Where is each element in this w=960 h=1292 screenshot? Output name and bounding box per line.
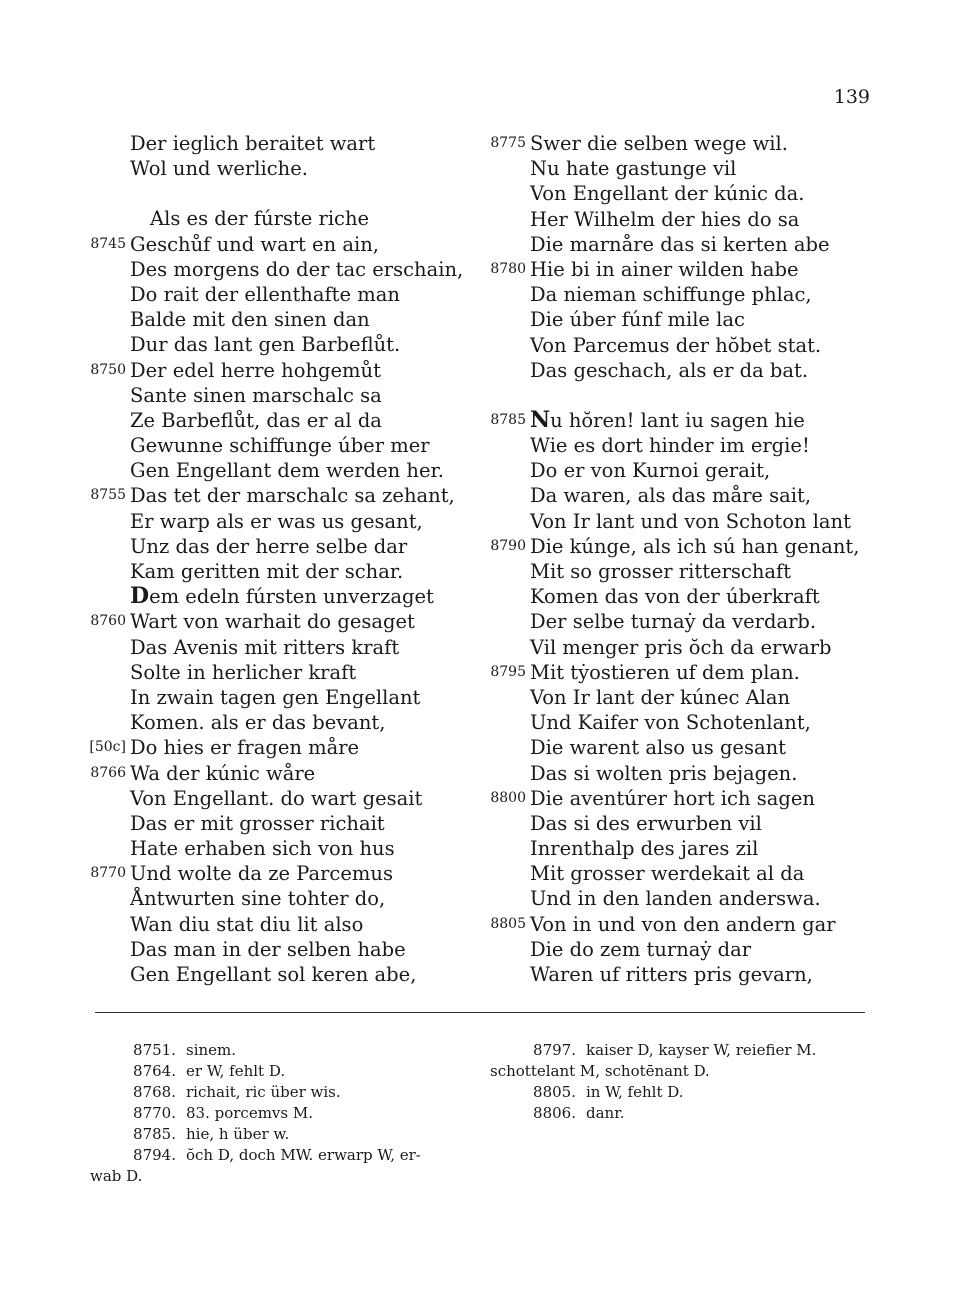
- note-text: sinem.: [186, 1041, 237, 1059]
- verse-body: Gen Engellant sol keren abe,: [130, 963, 417, 986]
- verse-text: [530, 937, 751, 962]
- verse-body: Do er von Kurnoi gerait,: [530, 459, 771, 483]
- verse-line: [480, 333, 880, 358]
- note-text: 83. porcemvs M.: [186, 1104, 313, 1122]
- verse-text: [130, 483, 455, 508]
- verse-text: [130, 559, 403, 584]
- verse-line: [80, 307, 480, 332]
- verse-body: Von Engellant. do wart gesait: [130, 786, 423, 810]
- apparatus-note: [90, 1061, 480, 1082]
- verse-body: Ze Barbeflůt, das er al da: [130, 408, 382, 432]
- verse-body: Vil menger pris ŏch da erwarb: [530, 635, 832, 659]
- stanza-gap: [480, 383, 880, 408]
- verse-line: [80, 937, 480, 962]
- stanza-gap: [80, 181, 480, 206]
- verse-body: Das si wolten pris bejagen.: [530, 761, 798, 785]
- verse-body: Von Ir lant und von Schoton lant: [530, 509, 851, 533]
- verse-text: [130, 131, 375, 156]
- verse-line: [80, 660, 480, 685]
- verse-body: Von Engellant der kúnic da.: [530, 182, 805, 206]
- verse-body: Als es der fúrste riche: [150, 207, 370, 231]
- verse-text: [130, 761, 315, 786]
- verse-line: [80, 206, 480, 231]
- verse-text: [130, 332, 400, 357]
- verse-line: [80, 332, 480, 357]
- verse-text: [130, 937, 406, 962]
- verse-line: [80, 861, 480, 886]
- verse-line: [480, 559, 880, 584]
- verse-text: [530, 761, 797, 786]
- verse-text: [130, 156, 308, 181]
- verse-text: [130, 660, 356, 685]
- verse-text: [130, 685, 420, 710]
- note-text: in W, fehlt D.: [586, 1083, 684, 1101]
- verse-body: Solte in herlicher kraft: [130, 660, 357, 684]
- verse-line: [480, 358, 880, 383]
- verse-text: [150, 206, 369, 231]
- verse-body: Die warent also us gesant: [530, 736, 787, 760]
- verse-body: Die marnåre das si kerten abe: [530, 232, 830, 256]
- verse-text: [530, 559, 791, 584]
- verse-text: [530, 886, 821, 911]
- verse-line: [80, 710, 480, 735]
- note-line-ref: 8797.: [533, 1041, 576, 1059]
- verse-text: [130, 433, 430, 458]
- verse-text: [530, 836, 758, 861]
- verse-line: [80, 257, 480, 282]
- apparatus-note: [90, 1145, 480, 1166]
- verse-body: Und in den landen anderswa.: [530, 887, 821, 911]
- verse-text: [130, 786, 422, 811]
- verse-line: [480, 131, 880, 156]
- verse-body: Wan diu stat diu lit also: [130, 912, 364, 936]
- verse-body: Hate erhaben sich von hus: [130, 837, 395, 861]
- verse-body: Wart von warhait do gesaget: [130, 610, 415, 634]
- verse-line: [80, 509, 480, 534]
- verse-body: Und wolte da ze Parcemus: [130, 862, 393, 886]
- verse-body: Wol und werliche.: [130, 157, 308, 181]
- verse-text: [130, 886, 385, 911]
- apparatus-note: [490, 1082, 880, 1103]
- verse-body: Gewunne schiffunge úber mer: [130, 434, 430, 458]
- verse-text: [530, 207, 799, 232]
- verse-text: [130, 836, 395, 861]
- verse-text: [530, 257, 799, 282]
- verse-line: [80, 609, 480, 634]
- verse-body: u hŏren! lant iu sagen hie: [550, 408, 805, 432]
- verse-line: [80, 131, 480, 156]
- note-text: er W, fehlt D.: [186, 1062, 286, 1080]
- left-apparatus-notes: [90, 1040, 480, 1187]
- line-number: [50c]: [89, 739, 126, 756]
- verse-text: [530, 307, 745, 332]
- verse-line: [80, 282, 480, 307]
- verse-text: [530, 660, 800, 685]
- verse-text: [530, 408, 805, 433]
- verse-text: [130, 962, 416, 987]
- verse-line: [80, 761, 480, 786]
- verse-text: [130, 710, 385, 735]
- verse-line: [480, 710, 880, 735]
- note-line-ref: 8785.: [133, 1125, 176, 1143]
- verse-line: [480, 962, 880, 987]
- verse-body: Das man in der selben habe: [130, 937, 406, 961]
- verse-text: [530, 786, 815, 811]
- note-text: richait, ric über wis.: [186, 1083, 341, 1101]
- verse-line: [480, 232, 880, 257]
- verse-body: Mit so grosser ritterschaft: [530, 560, 792, 583]
- verse-body: Der ieglich beraitet wart: [130, 132, 376, 155]
- verse-line: [480, 937, 880, 962]
- verse-body: Das Avenis mit ritters kraft: [130, 635, 400, 659]
- verse-text: [530, 232, 830, 257]
- apparatus-note: [90, 1040, 480, 1061]
- verse-body: Von Ir lant der kúnec Alan: [530, 685, 791, 709]
- verse-line: [480, 458, 880, 483]
- note-text: schottelant M, schotēnant D.: [490, 1062, 710, 1080]
- verse-body: em edeln fúrsten unverzaget: [149, 585, 434, 609]
- line-number: 8775: [490, 135, 526, 151]
- verse-line: [80, 383, 480, 408]
- verse-text: [130, 609, 415, 634]
- verse-body: Komen. als er das bevant,: [130, 711, 386, 735]
- verse-body: Und Kaifer von Schotenlant,: [530, 711, 811, 735]
- note-line-ref: 8751.: [133, 1041, 176, 1059]
- verse-text: [130, 584, 434, 609]
- verse-line: [80, 735, 480, 760]
- verse-line: [480, 886, 880, 911]
- left-verse-column: [80, 131, 480, 987]
- apparatus-note: [90, 1166, 480, 1187]
- verse-body: Geschůf und wart en ain,: [130, 232, 379, 256]
- note-text: kaiser D, kayser W, reiefier M.: [586, 1041, 817, 1059]
- verse-text: [530, 509, 851, 534]
- verse-body: Das tet der marschalc sa zehant,: [130, 484, 455, 508]
- note-text: wab D.: [90, 1167, 143, 1185]
- line-number: 8800: [490, 789, 526, 806]
- verse-line: [480, 635, 880, 660]
- verse-line: [480, 912, 880, 937]
- line-number: 8780: [490, 260, 526, 277]
- apparatus-note: [490, 1061, 880, 1082]
- note-text: danr.: [586, 1104, 625, 1122]
- verse-line: [480, 433, 880, 458]
- line-number: 8766: [90, 764, 126, 781]
- verse-line: [480, 660, 880, 685]
- verse-body: Die kúnge, als ich sú han genant,: [530, 534, 860, 558]
- verse-body: Sante sinen marschalc sa: [130, 383, 382, 407]
- verse-body: In zwain tagen gen Engellant: [130, 685, 421, 709]
- line-number: 8795: [490, 663, 526, 680]
- verse-line: [80, 156, 480, 181]
- verse-line: [480, 257, 880, 282]
- verse-body: Von in und von den andern gar: [530, 912, 836, 936]
- verse-body: Nu hate gastunge vil: [530, 157, 737, 181]
- verse-body: Inrenthalp des jares zil: [530, 837, 759, 861]
- verse-body: Das er mit grosser richait: [130, 811, 385, 835]
- verse-body: Die aventúrer hort ich sagen: [530, 786, 815, 810]
- verse-line: [80, 685, 480, 710]
- verse-line: [480, 584, 880, 609]
- verse-text: [130, 257, 463, 282]
- verse-body: Des morgens do der tac erschain,: [130, 257, 464, 281]
- note-line-ref: 8770.: [133, 1104, 176, 1122]
- verse-line: [480, 408, 880, 433]
- note-line-ref: 8764.: [133, 1062, 176, 1080]
- verse-line: [80, 483, 480, 508]
- note-line-ref: 8794.: [133, 1146, 176, 1164]
- apparatus-note: [90, 1103, 480, 1124]
- verse-text: [130, 635, 399, 660]
- verse-line: [480, 685, 880, 710]
- verse-body: Wie es dort hinder im ergie!: [530, 434, 810, 458]
- verse-text: [530, 635, 832, 660]
- verse-body: Das geschach, als er da bat.: [530, 358, 809, 382]
- verse-line: [480, 861, 880, 886]
- verse-line: [480, 483, 880, 508]
- verse-line: [480, 207, 880, 232]
- verse-text: [530, 735, 786, 760]
- verse-body: Wa der kúnic wåre: [130, 761, 316, 785]
- verse-text: [530, 181, 804, 206]
- verse-line: [480, 836, 880, 861]
- note-line-ref: 8806.: [533, 1104, 576, 1122]
- verse-text: [130, 861, 393, 886]
- verse-line: [80, 811, 480, 836]
- verse-line: [80, 886, 480, 911]
- verse-text: [530, 483, 811, 508]
- verse-text: [530, 584, 820, 609]
- apparatus-note: [90, 1082, 480, 1103]
- verse-text: [530, 962, 813, 987]
- verse-body: Swer die selben wege wil.: [530, 132, 788, 155]
- verse-body: Mit grosser werdekait al da: [530, 862, 805, 886]
- verse-body: Unz das der herre selbe dar: [130, 534, 408, 558]
- verse-body: Åntwurten sine tohter do,: [130, 887, 386, 911]
- verse-line: [80, 912, 480, 937]
- verse-text: [530, 333, 821, 358]
- verse-body: Da waren, als das måre sait,: [530, 484, 812, 508]
- verse-line: [80, 584, 480, 609]
- verse-text: [130, 307, 370, 332]
- verse-line: [480, 307, 880, 332]
- note-line-ref: 8805.: [533, 1083, 576, 1101]
- initial-letter: N: [530, 406, 551, 433]
- verse-text: [130, 458, 444, 483]
- verse-text: [130, 735, 359, 760]
- verse-text: [530, 685, 790, 710]
- verse-line: [480, 509, 880, 534]
- verse-body: Der selbe turnaẏ da verdarb.: [530, 610, 817, 634]
- verse-text: [530, 609, 816, 634]
- verse-text: [130, 534, 407, 559]
- verse-text: [130, 358, 381, 383]
- verse-body: Do rait der ellenthafte man: [130, 282, 400, 306]
- verse-body: Her Wilhelm der hies do sa: [530, 207, 800, 231]
- verse-text: [530, 912, 836, 937]
- verse-line: [480, 786, 880, 811]
- verse-body: Das si des erwurben vil: [530, 811, 762, 835]
- verse-body: Komen das von der úberkraft: [530, 585, 820, 609]
- footnote-divider: [95, 1012, 865, 1013]
- verse-line: [80, 559, 480, 584]
- verse-text: [530, 861, 804, 886]
- note-text: hie, h über w.: [186, 1125, 290, 1143]
- verse-line: [480, 181, 880, 206]
- verse-body: Der edel herre hohgemůt: [130, 358, 381, 382]
- line-number: 8745: [90, 235, 126, 252]
- verse-body: Balde mit den sinen dan: [130, 308, 370, 332]
- verse-body: Mit tẏostieren uf dem plan.: [530, 660, 800, 684]
- line-number: 8785: [490, 411, 526, 428]
- verse-text: [530, 131, 788, 156]
- line-number: 8805: [490, 915, 526, 932]
- verse-text: [130, 811, 385, 836]
- verse-line: [80, 458, 480, 483]
- verse-line: [80, 635, 480, 660]
- verse-body: Gen Engellant dem werden her.: [130, 459, 444, 483]
- verse-text: [130, 408, 382, 433]
- verse-body: Er warp als er was us gesant,: [130, 509, 423, 533]
- verse-line: [480, 735, 880, 760]
- verse-text: [130, 912, 363, 937]
- line-number: 8770: [90, 865, 126, 882]
- verse-body: Do hies er fragen måre: [130, 736, 360, 760]
- verse-text: [130, 509, 423, 534]
- verse-line: [80, 534, 480, 559]
- verse-line: [480, 156, 880, 181]
- verse-text: [530, 433, 810, 458]
- verse-text: [530, 282, 812, 307]
- verse-text: [530, 534, 859, 559]
- verse-line: [80, 232, 480, 257]
- apparatus-note: [90, 1124, 480, 1145]
- right-apparatus-notes: [490, 1040, 880, 1124]
- right-verse-column: [480, 131, 880, 987]
- verse-line: [80, 408, 480, 433]
- verse-line: [480, 811, 880, 836]
- verse-body: Die do zem turnaẏ dar: [530, 937, 752, 961]
- line-number: 8790: [490, 537, 526, 554]
- verse-line: [480, 534, 880, 559]
- verse-line: [80, 433, 480, 458]
- verse-body: Dur das lant gen Barbeflůt.: [130, 333, 401, 357]
- verse-body: Von Parcemus der hŏbet stat.: [530, 333, 822, 357]
- verse-line: [480, 609, 880, 634]
- verse-body: Waren uf ritters pris gevarn,: [530, 963, 813, 986]
- verse-text: [130, 232, 379, 257]
- verse-text: [130, 282, 400, 307]
- page-number: 139: [833, 86, 870, 108]
- verse-body: Die úber fúnf mile lac: [530, 308, 745, 332]
- verse-line: [80, 962, 480, 987]
- verse-text: [130, 383, 382, 408]
- apparatus-note: [490, 1040, 880, 1061]
- verse-text: [530, 811, 762, 836]
- verse-text: [530, 156, 736, 181]
- verse-text: [530, 710, 811, 735]
- verse-line: [80, 786, 480, 811]
- line-number: 8750: [90, 361, 126, 378]
- verse-body: Hie bi in ainer wilden habe: [530, 257, 799, 281]
- verse-line: [80, 358, 480, 383]
- line-number: 8760: [90, 613, 126, 630]
- verse-body: Da nieman schiffunge phlac,: [530, 283, 812, 307]
- verse-body: Kam geritten mit der schar.: [130, 560, 404, 583]
- note-line-ref: 8768.: [133, 1083, 176, 1101]
- verse-text: [530, 458, 770, 483]
- verse-line: [480, 282, 880, 307]
- line-number: 8755: [90, 487, 126, 504]
- initial-letter: D: [130, 583, 150, 610]
- note-text: ŏch D, doch MW. erwarp W, er-: [186, 1146, 421, 1164]
- verse-line: [480, 761, 880, 786]
- verse-line: [80, 836, 480, 861]
- verse-text: [530, 358, 808, 383]
- apparatus-note: [490, 1103, 880, 1124]
